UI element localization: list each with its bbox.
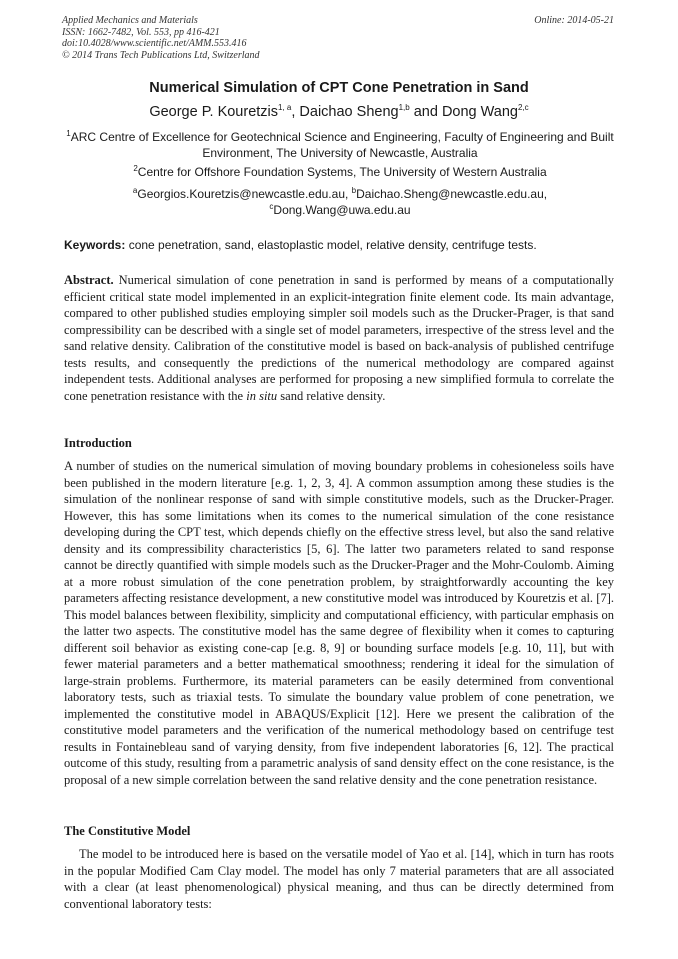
email-sheng[interactable]: Daichao.Sheng@newcastle.edu.au, xyxy=(356,187,548,201)
constitutive-model-heading: The Constitutive Model xyxy=(64,824,191,838)
affiliation-2-sup: 2 xyxy=(133,164,138,173)
affiliation-1 xyxy=(60,130,620,161)
email-kouretzis[interactable]: Georgios.Kouretzis@newcastle.edu.au, xyxy=(137,187,352,201)
introduction-heading: Introduction xyxy=(64,436,132,450)
affiliation-1-text: ARC Centre of Excellence for Geotechnical Science and Engineering, Faculty of Engineering and Built Environment, The University of Newcastle, Australia xyxy=(70,130,614,160)
email-wang[interactable]: Dong.Wang@uwa.edu.au xyxy=(273,202,411,217)
constitutive-model-body: The model to be introduced here is based on the versatile model of Yao et al. [14], which in turn has roots in the popular Modified Cam Clay model. The model has only 7 material parameters that are all associated with a clear (at least phenomenological) physical meaning, and thus can be directly determined from conventional laboratory tests: xyxy=(64,847,614,911)
email-b-sup: b xyxy=(351,186,357,195)
journal-doi[interactable]: doi:10.4028/www.scientific.net/AMM.553.416 xyxy=(62,38,247,49)
abstract-label: Abstract. xyxy=(64,273,114,287)
affiliation-2-text: Centre for Offshore Foundation Systems, The University of Western Australia xyxy=(137,165,547,179)
abstract xyxy=(64,272,614,404)
author-emails xyxy=(60,187,620,218)
author-line xyxy=(0,104,678,120)
keywords-text: cone penetration, sand, elastoplastic model, relative density, centrifuge tests. xyxy=(125,238,537,252)
journal-name: Applied Mechanics and Materials xyxy=(62,15,198,26)
abstract-italic: in situ xyxy=(246,388,278,403)
author-kouretzis: George P. Kouretzis xyxy=(149,104,279,120)
affiliation-2 xyxy=(60,165,620,181)
author-wang: and Dong Wang xyxy=(409,104,518,120)
keywords xyxy=(64,238,537,252)
affiliation-1-sup: 1 xyxy=(66,129,71,138)
abstract-text-end: sand relative density. xyxy=(277,388,386,403)
paper-title: Numerical Simulation of CPT Cone Penetration in Sand xyxy=(149,80,529,96)
online-date: Online: 2014-05-21 xyxy=(534,15,614,26)
journal-copyright: © 2014 Trans Tech Publications Ltd, Switzerland xyxy=(62,49,260,61)
author-wang-sup: 2,c xyxy=(518,103,529,113)
keywords-label: Keywords: xyxy=(64,238,126,252)
introduction-body: A number of studies on the numerical simulation of moving boundary problems in cohesioneless soils have been published in the modern literature [e.g. 1, 2, 3, 4]. A common assumption among these studies is the simulation of the nonlinear response of sand with simple constitutive models, such as the Drucker-Prager. However, this has some limitations when its comes to the numerical simulation of the cone resistance developing during the CPT test, which depends chiefly on the effective stress level, but also the sand relative density and its compressibility characteristics [5, 6]. The latter two parameters related to sand response cannot be directly quantified with simple models such as the Drucker-Prager and the Mohr-Coulomb. Aiming at a more robust simulation of the cone penetration problem, by straightforwardly accounting the key parameters affecting resistance development, a new constitutive model was introduced by Kouretzis et al. [7]. This model balances between flexibility, simplicity and computational efficiency, with particular emphasis on the latter two aspects. The constitutive model has the same degree of flexibility when it comes to capturing different soil behavior as existing cone-cap [e.g. 8, 9] or bounding surface models [e.g. 10, 11], but with fewer material parameters and a better mathematical smoothness; rendering it ideal for the simulation of large-strain problems. Furthermore, its material parameters can be easily determined from conventional laboratory tests, such as triaxial tests. To simulate the boundary value problem of cone penetration, we implemented the constitutive model in ABAQUS/Explicit [12]. Here we present the calibration of the constitutive model parameters and the verification of the numerical methodology based on centrifuge test results in Fontainebleau sand of varying density, from five independent laboratories [6, 12]. The practical outcome of this study, resulting from a parametric analysis of sand density effect on the cone resistance, is the proposal of a new simple correlation between the sand relative density and the cone penetration resistance. xyxy=(64,459,614,787)
author-sheng: , Daichao Sheng xyxy=(291,104,399,120)
journal-header xyxy=(62,15,260,61)
email-c-sup: c xyxy=(269,201,274,211)
author-kouretzis-sup: 1, a xyxy=(278,103,292,113)
email-a-sup: a xyxy=(132,186,138,195)
abstract-text: Numerical simulation of cone penetration in sand is performed by means of a computationally efficient critical state model implemented in an explicit-integration finite element code. Its main advantage, compared to other published studies employing simpler soil models such as the Drucker-Prager, is that sand compressibility can be described with a single set of model parameters, irrespective of the stress level and the sand relative density. Calibration of the constitutive model is based on back-analysis of published centrifuge tests results, and consequently the predictions of the numerical methodology are compared against independent tests. Additional analyses are performed for proposing a new simplified formula to correlate the cone penetration resistance with the xyxy=(64,273,614,403)
author-sheng-sup: 1,b xyxy=(398,103,410,113)
journal-issn: ISSN: 1662-7482, Vol. 553, pp 416-421 xyxy=(62,26,220,38)
